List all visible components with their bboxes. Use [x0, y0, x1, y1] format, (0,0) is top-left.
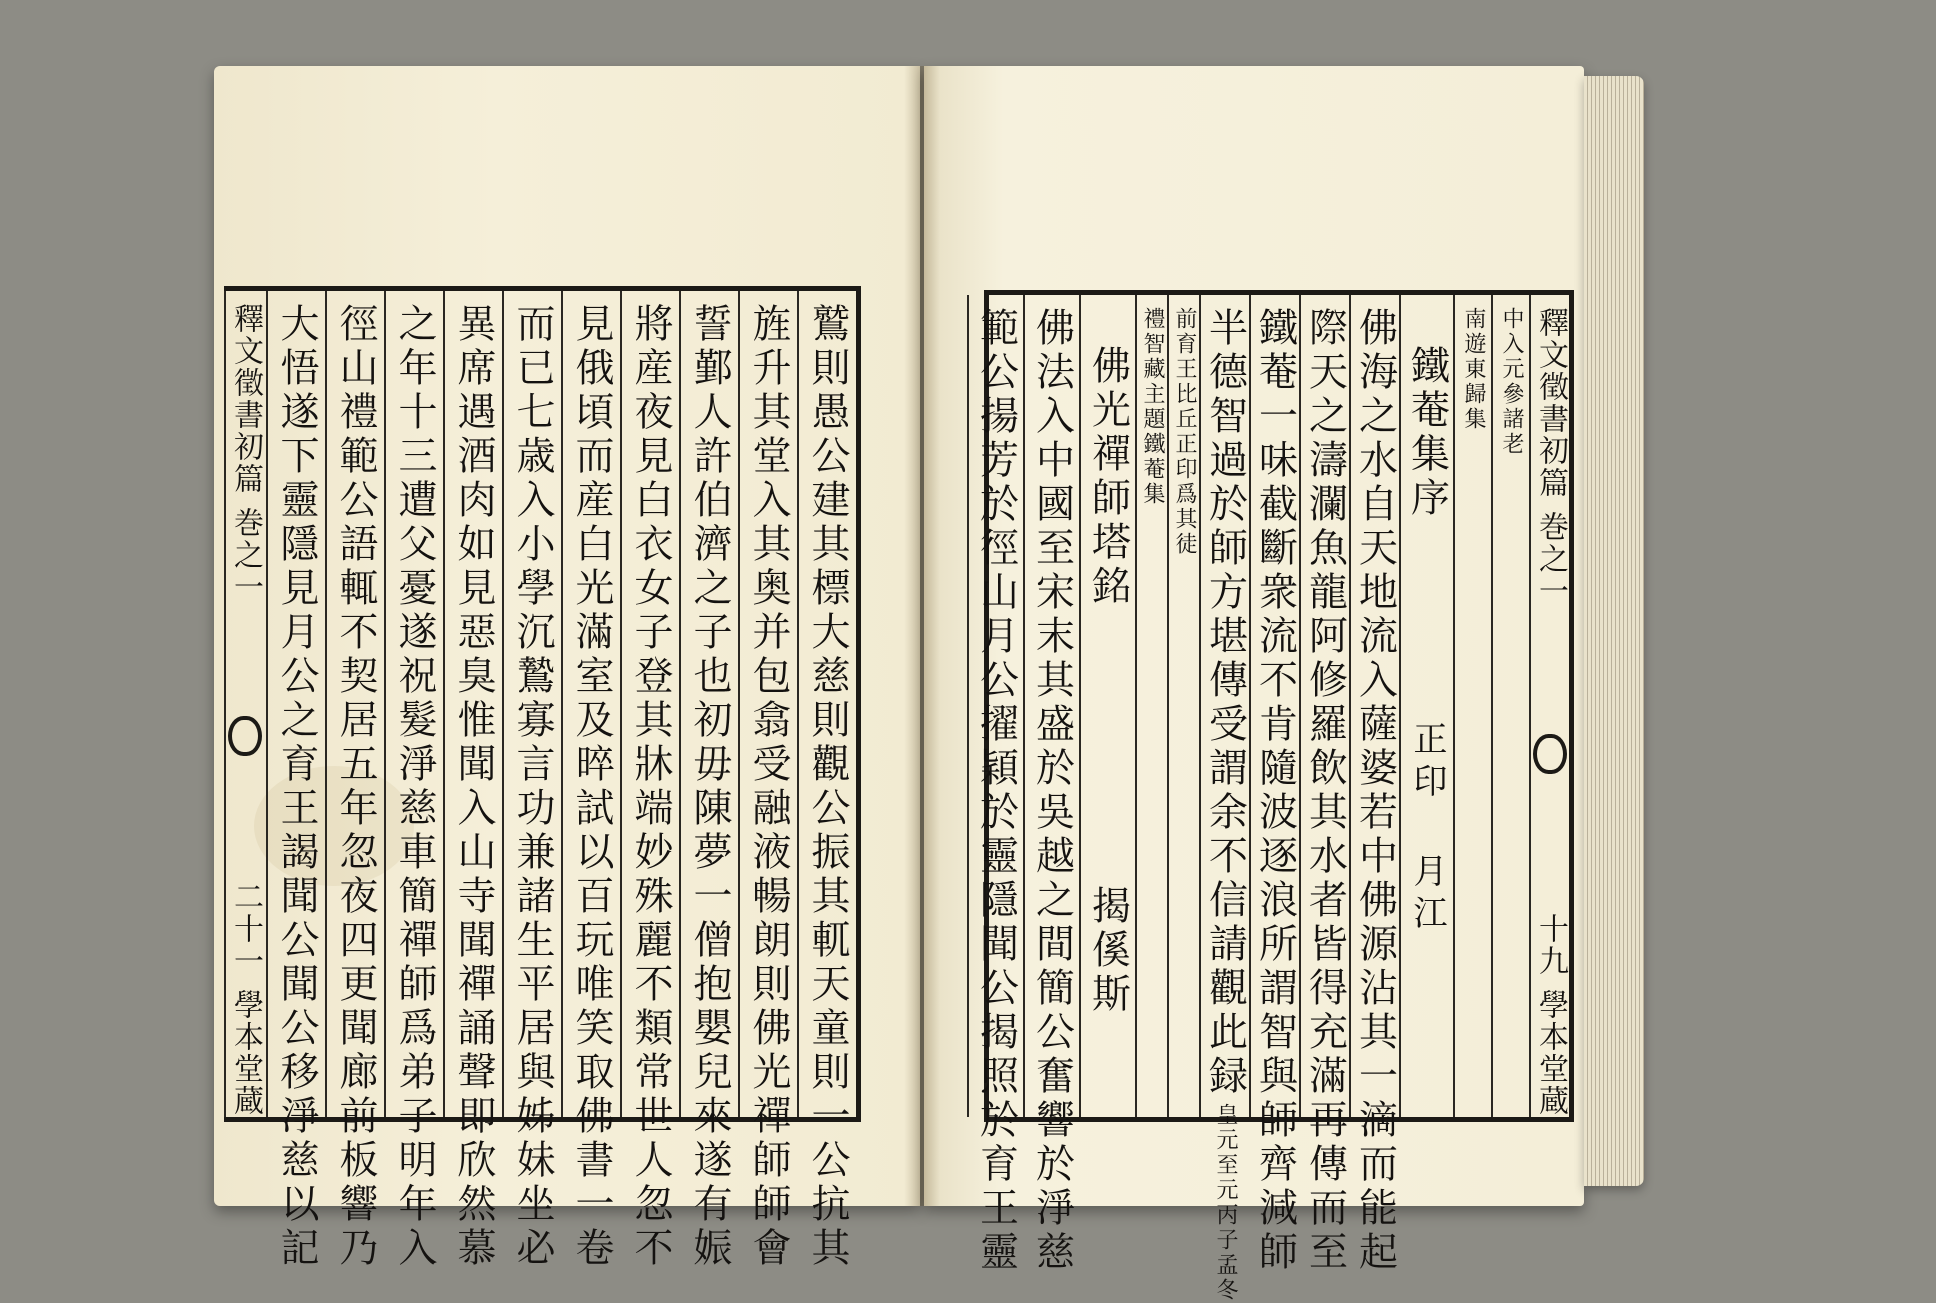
heart-volume: 巻之一	[1533, 511, 1568, 607]
preface-column-text: 際天之濤瀾魚龍阿修羅飲其水者皆得充滿再傳而至	[1302, 307, 1348, 1275]
note-column	[1167, 295, 1199, 1117]
left-main-column-text: 將産夜見白衣女子登其牀端妙殊麗不類常世人忽不	[628, 303, 673, 1271]
right-text-frame	[973, 290, 1574, 1303]
inscription-column-text: 佛法入中國至宋末其盛於吳越之間簡公奮響於淨慈	[1029, 307, 1075, 1275]
right-page-heart	[1529, 295, 1569, 1117]
open-book	[214, 66, 1644, 1303]
heart-publisher: 學本堂蔵	[1533, 989, 1568, 1117]
left-main-column-text: 之年十三遭父憂遂祝髮淨慈車簡禪師爲弟子明年入	[392, 303, 437, 1271]
preface-column-text: 半德智過於師方堪傳受謂余不信請觀此録	[1202, 307, 1248, 1099]
preface-column	[1299, 295, 1349, 1275]
fish-tail-mark-icon	[228, 716, 262, 756]
intro-line	[1491, 295, 1529, 1117]
preface-column	[1199, 295, 1249, 1303]
left-main-column-text: 見俄頃而産白光滿室及晬試以百玩唯笑取佛書一卷	[569, 303, 614, 1271]
heart-page-number: 二十一	[228, 881, 263, 977]
heart-page-number: 十九	[1533, 913, 1568, 977]
left-main-column	[738, 291, 797, 1271]
left-text-frame	[224, 286, 861, 1271]
heart-title: 釋文徵書初篇	[1533, 307, 1568, 499]
left-main-column	[325, 291, 384, 1271]
right-page	[924, 66, 1584, 1303]
left-main-column	[561, 291, 620, 1271]
left-main-column-text: 徑山禮範公語輒不契居五年忽夜四更聞廊前板響乃	[333, 303, 378, 1271]
heart-publisher: 學本堂蔵	[228, 989, 263, 1117]
inscription-column	[967, 295, 1023, 1275]
left-main-column	[443, 291, 502, 1271]
preface-column	[1249, 295, 1299, 1275]
left-main-column	[502, 291, 561, 1271]
preface-date: 皇元至元丙子孟冬	[1213, 1103, 1238, 1303]
left-main-column-text: 旌升其堂入其奥并包翕受融液暢朗則佛光禪師師會	[746, 303, 791, 1271]
left-page	[214, 66, 920, 1271]
inscription-column	[1023, 295, 1079, 1275]
preface-author: 正印 月江	[1407, 721, 1447, 937]
preface-title: 鐵菴集序	[1404, 345, 1450, 521]
left-main-column	[797, 291, 856, 1271]
heart-title: 釋文徵書初篇	[228, 303, 263, 495]
book-gutter	[904, 66, 940, 1206]
left-main-column-text: 鷲則愚公建其標大慈則觀公振其軏天童則一公抗其	[805, 303, 850, 1271]
left-main-column	[620, 291, 679, 1271]
left-main-column	[384, 291, 443, 1271]
note-column-text: 前育王比丘正印爲其徒	[1172, 307, 1197, 557]
intro-line-text: 中入元參諸老	[1499, 307, 1524, 457]
left-main-column	[266, 291, 325, 1271]
page-edges	[1584, 76, 1644, 1186]
inscription-author: 揭傒斯	[1085, 885, 1131, 1017]
intro-line	[1453, 295, 1491, 1117]
left-page-heart	[224, 291, 264, 1117]
left-main-column	[679, 291, 738, 1271]
left-main-column-text: 而已七歳入小學沉鷙寡言功兼諸生平居與姊妹坐必	[510, 303, 555, 1271]
note-column-text: 禮智藏主題鐵菴集	[1140, 307, 1165, 507]
preface-column-text: 佛海之水自天地流入薩婆若中佛源沾其一滴而能起	[1352, 307, 1398, 1275]
note-column	[1135, 295, 1167, 1117]
left-main-column-text: 誓鄞人許伯濟之子也初毋陳夢一僧抱嬰兒來遂有娠	[687, 303, 732, 1271]
heart-volume: 巻之一	[228, 507, 263, 603]
fish-tail-mark-icon	[1533, 734, 1567, 774]
preface-heading-column	[1399, 295, 1453, 1117]
left-main-column-text: 大悟遂下靈隱見月公之育王謁聞公聞公移淨慈以記	[274, 303, 319, 1271]
preface-column-text: 鐵菴一味截斷衆流不肯隨波逐浪所謂智與師齊減師	[1252, 307, 1298, 1275]
inscription-column-text: 範公揚芳於徑山月公擢穎於靈隱聞公揭照於育王靈	[973, 307, 1019, 1275]
left-main-column-text: 異席遇酒肉如見惡臭惟聞入山寺聞禪誦聲即欣然慕	[451, 303, 496, 1271]
preface-column	[1349, 295, 1399, 1275]
inscription-title: 佛光禪師塔銘	[1085, 345, 1131, 609]
inscription-heading-column	[1079, 295, 1135, 1117]
intro-line-text: 南遊東歸集	[1461, 307, 1486, 432]
